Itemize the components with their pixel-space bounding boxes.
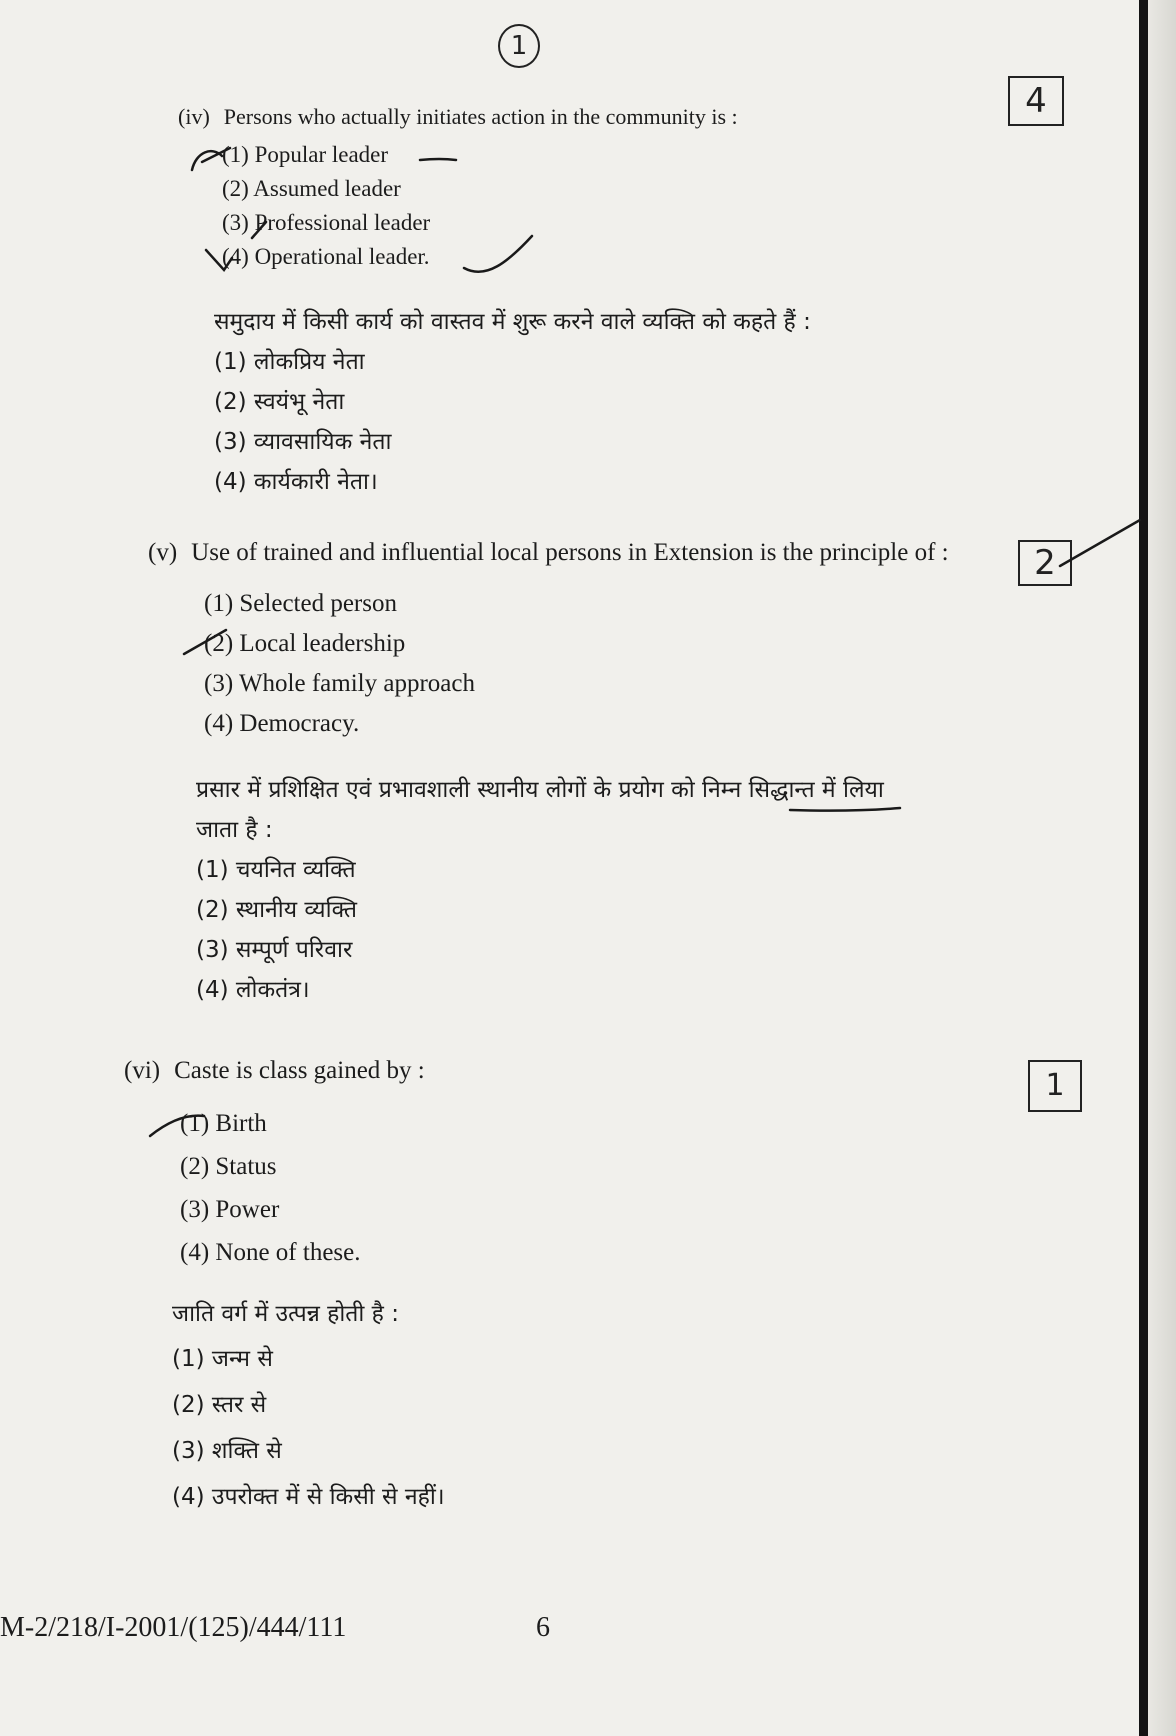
question-stem-hi-line1: प्रसार में प्रशिक्षित एवं प्रभावशाली स्थानीय लोगों के प्रयोग को निम्न सिद्धान्त में लिया — [196, 777, 884, 803]
option: (1) Birth — [180, 1110, 267, 1137]
option: (2) Local leadership — [204, 630, 406, 657]
option-hi: (3) सम्पूर्ण परिवार — [196, 937, 353, 963]
question-stem-en: (v) Use of trained and influential local persons in Extension is the principle of : — [148, 536, 949, 570]
option: (1) Popular leader — [222, 142, 389, 167]
score-box: 2 — [1018, 540, 1072, 586]
score-slash-mark — [1060, 520, 1140, 566]
question-v-hindi — [196, 770, 884, 1010]
question-v — [148, 536, 949, 570]
score-box: 4 — [1008, 76, 1064, 126]
question-stem-hi: समुदाय में किसी कार्य को वास्तव में शुरू करने वाले व्यक्ति को कहते हैं : — [214, 309, 811, 335]
option: (3) Power — [180, 1196, 280, 1223]
option: (1) Selected person — [204, 590, 397, 617]
question-stem-hi-line2: जाता है : — [196, 817, 273, 843]
option-hi: (4) लोकतंत्र। — [196, 977, 310, 1003]
question-number: (vi) — [124, 1057, 161, 1084]
question-number: (v) — [148, 539, 178, 566]
option: (4) None of these. — [180, 1239, 361, 1266]
page-edge-line — [1139, 0, 1148, 1736]
option: (4) Democracy. — [204, 710, 360, 737]
option-hi: (1) चयनित व्यक्ति — [196, 857, 356, 883]
handwritten-page-mark: 1 — [498, 24, 540, 68]
option-hi: (2) स्वयंभू नेता — [214, 389, 345, 415]
footer-paper-code: M-2/218/I-2001/(125)/444/111 — [0, 1612, 347, 1643]
question-iv-hindi — [214, 302, 811, 502]
score-box: 1 — [1028, 1060, 1082, 1112]
question-number: (iv) — [178, 104, 210, 129]
option-hi: (2) स्थानीय व्यक्ति — [196, 897, 358, 923]
option: (3) Professional leader — [222, 210, 431, 235]
page-edge-shadow — [1148, 0, 1176, 1736]
question-vi-hindi — [172, 1292, 445, 1520]
question-iv-options-en — [222, 138, 430, 274]
option-hi: (1) लोकप्रिय नेता — [214, 349, 365, 375]
option-hi: (2) स्तर से — [172, 1392, 267, 1418]
option-hi: (3) व्यावसायिक नेता — [214, 429, 392, 455]
tick-mark-iv-1 — [192, 151, 222, 170]
option-hi: (3) शक्ति से — [172, 1438, 282, 1464]
check-mark-answer — [464, 236, 532, 272]
question-vi — [124, 1054, 425, 1088]
option-hi: (4) कार्यकारी नेता। — [214, 469, 378, 495]
question-stem-en: (iv) Persons who actually initiates action in the community is : — [178, 100, 738, 134]
option: (2) Assumed leader — [222, 176, 401, 201]
footer-page-number: 6 — [536, 1612, 550, 1643]
option: (2) Status — [180, 1153, 277, 1180]
question-vi-options-en — [180, 1102, 361, 1274]
question-stem-hi: जाति वर्ग में उत्पन्न होती है : — [172, 1301, 399, 1327]
option: (3) Whole family approach — [204, 670, 475, 697]
question-v-options-en — [204, 584, 475, 744]
option: (4) Operational leader. — [222, 244, 430, 269]
question-stem-en: (vi) Caste is class gained by : — [124, 1054, 425, 1088]
question-iv — [178, 100, 738, 134]
option-hi: (4) उपरोक्त में से किसी से नहीं। — [172, 1484, 445, 1510]
option-hi: (1) जन्म से — [172, 1346, 273, 1372]
